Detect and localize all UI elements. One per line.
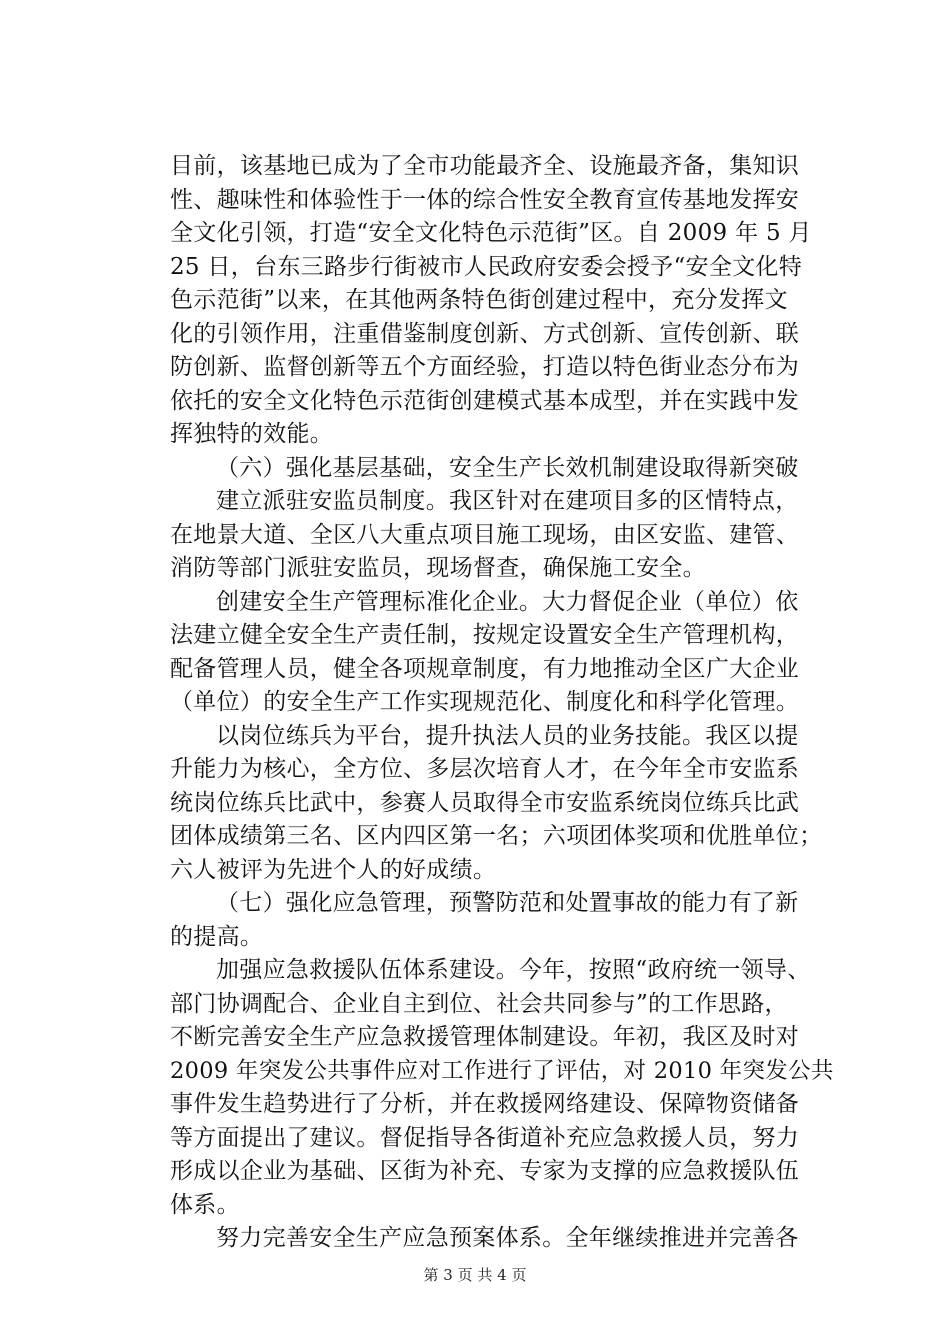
- text-line: 形成以企业为基础、区街为补充、专家为支撑的应急救援队伍: [170, 1158, 800, 1184]
- page-footer: 第 3 页 共 4 页: [423, 1266, 527, 1284]
- text-line: 以岗位练兵为平台，提升执法人员的业务技能。我区以提: [216, 722, 799, 749]
- text-line: 团体成绩第三名、区内四区第一名；六项团体奖项和优胜单位；: [170, 823, 823, 849]
- text-line: 加强应急救援队伍体系建设。今年，按照“政府统一领导、: [216, 957, 811, 983]
- text-line: 目前，该基地已成为了全市功能最齐全、设施最齐备，集知识: [170, 153, 800, 179]
- text-line: 创建安全生产管理标准化企业。大力督促企业（单位）依: [216, 588, 799, 615]
- text-line: 六人被评为先进个人的好成绩。: [170, 856, 497, 883]
- text-line: 不断完善安全生产应急救援管理体制建设。年初，我区及时对: [170, 1024, 800, 1050]
- text-line: 等方面提出了建议。督促指导各街道补充应急救援人员，努力: [170, 1124, 800, 1151]
- text-line: 消防等部门派驻安监员，现场督查，确保施工安全。: [170, 555, 706, 581]
- text-line: 挥独特的效能。: [170, 421, 334, 447]
- text-line: 依托的安全文化特色示范街创建模式基本成型，并在实践中发: [170, 387, 800, 414]
- text-line: 色示范街”以来，在其他两条特色街创建过程中，充分发挥文: [170, 287, 788, 313]
- text-line: 法建立健全安全生产责任制，按规定设置安全生产管理机构，: [170, 622, 800, 648]
- text-line: 防创新、监督创新等五个方面经验，打造以特色街业态分布为: [170, 354, 800, 380]
- text-line: 的提高。: [170, 923, 264, 950]
- text-line: 25 日，台东三路步行街被市人民政府安委会授予“安全文化特: [170, 253, 803, 280]
- body-text: [170, 150, 834, 1256]
- text-line: 2009 年突发公共事件应对工作进行了评估，对 2010 年突发公共: [170, 1057, 834, 1084]
- text-line: 统岗位练兵比武中，参赛人员取得全市安监系统岗位练兵比武: [170, 789, 800, 816]
- text-line: 在地景大道、全区八大重点项目施工现场，由区安监、建管、: [170, 521, 800, 548]
- text-line: 全文化引领，打造“安全文化特色示范街”区。自 2009 年 5 月: [170, 220, 812, 246]
- text-line: 升能力为核心，全方位、多层次培育人才，在今年全市安监系: [170, 756, 800, 782]
- text-line: 体系。: [170, 1191, 240, 1218]
- text-line: 配备管理人员，健全各项规章制度，有力地推动全区广大企业: [170, 655, 800, 682]
- text-line: （单位）的安全生产工作实现规范化、制度化和科学化管理。: [170, 689, 800, 715]
- text-line: 努力完善安全生产应急预案体系。全年继续推进并完善各: [216, 1225, 799, 1251]
- text-line: （七）强化应急管理，预警防范和处置事故的能力有了新: [216, 890, 799, 916]
- text-line: 部门协调配合、企业自主到位、社会共同参与”的工作思路，: [170, 990, 788, 1017]
- text-line: 化的引领作用，注重借鉴制度创新、方式创新、宣传创新、联: [170, 320, 800, 347]
- text-line: （六）强化基层基础，安全生产长效机制建设取得新突破: [216, 454, 799, 481]
- text-line: 性、趣味性和体验性于一体的综合性安全教育宣传基地发挥安: [170, 186, 800, 213]
- text-line: 建立派驻安监员制度。我区针对在建项目多的区情特点，: [216, 488, 799, 514]
- text-line: 事件发生趋势进行了分析，并在救援网络建设、保障物资储备: [170, 1091, 800, 1117]
